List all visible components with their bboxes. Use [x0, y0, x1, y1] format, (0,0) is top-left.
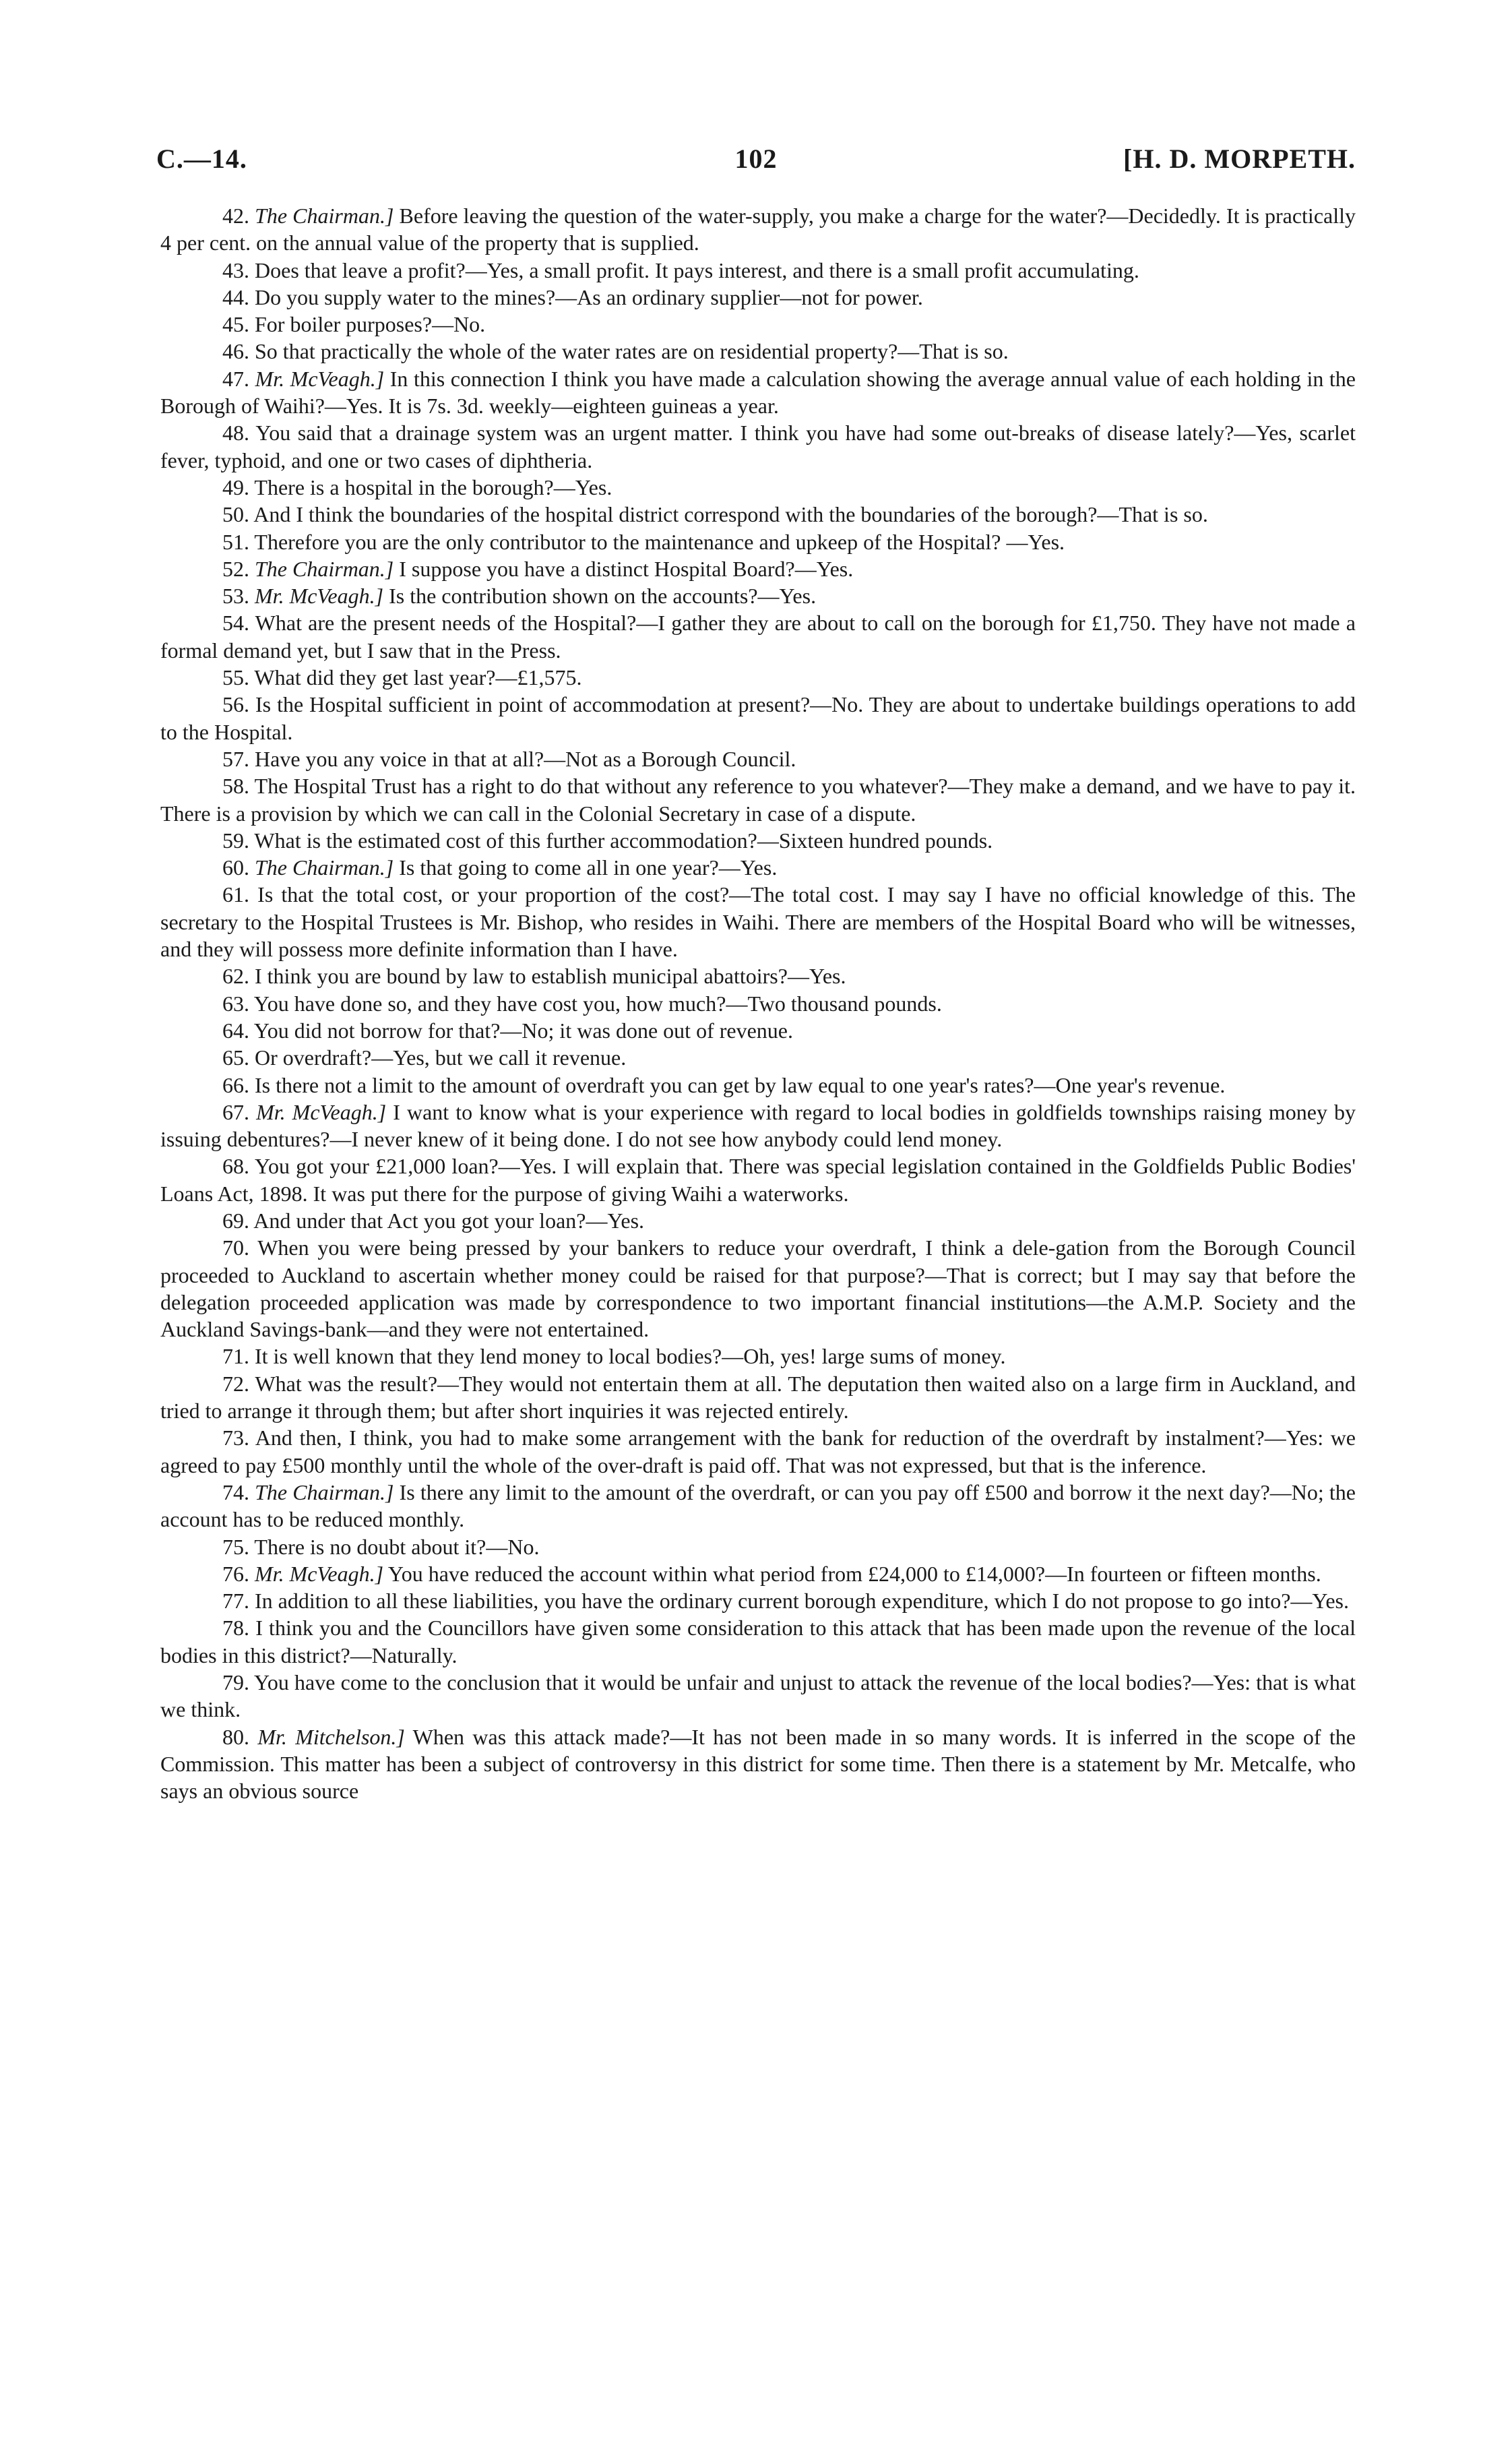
question-answer-text: Is there any limit to the amount of the overdraft, or can you pay off £500 and borrow it the next day?—No; the account has to be reduced monthly.	[160, 1479, 1356, 1532]
testimony-paragraph	[160, 1099, 1356, 1153]
testimony-paragraph	[160, 1072, 1356, 1099]
question-number: 50.	[222, 502, 249, 527]
question-answer-text: The Hospital Trust has a right to do that without any reference to you whatever?—They make a demand, and we have to pay it. There is a provision by which we can call in the Colonial Secretary in case of a dispute.	[160, 774, 1356, 826]
question-number: 62.	[222, 964, 249, 989]
question-number: 52.	[222, 556, 249, 581]
witness-name: [H. D. MORPETH.	[1123, 144, 1356, 174]
question-number: 63.	[222, 991, 249, 1016]
question-number: 60.	[222, 855, 249, 880]
question-number: 47.	[222, 366, 249, 391]
question-number: 54.	[222, 611, 249, 636]
testimony-paragraph	[160, 1153, 1356, 1207]
testimony-paragraph	[160, 745, 1356, 772]
question-answer-text: It is well known that they lend money to local bodies?—Oh, yes! large sums of money.	[255, 1344, 1006, 1369]
question-number: 76.	[222, 1561, 249, 1586]
testimony-paragraph	[160, 474, 1356, 501]
question-number: 44.	[222, 284, 249, 309]
question-answer-text: Have you any voice in that at all?—Not as a Borough Council.	[255, 746, 796, 771]
question-answer-text: When you were being pressed by your bankers to reduce your overdraft, I think a dele-gation from the Borough Council proceeded to Auckland to ascertain whether money could be raised for that purpose?—That is correct; but I may say that before the delegation proceeded application was made by correspondence to two important financial institutions—the A.M.P. Society and the Auckland Savings-bank—and they were not entertained.	[160, 1235, 1356, 1342]
question-number: 58.	[222, 774, 249, 799]
question-answer-text: And I think the boundaries of the hospital district correspond with the boundaries of the borough?—That is so.	[253, 502, 1208, 527]
question-number: 56.	[222, 692, 249, 717]
testimony-paragraph	[160, 772, 1356, 827]
question-number: 65.	[222, 1045, 249, 1070]
question-number: 68.	[222, 1154, 249, 1179]
question-answer-text: And then, I think, you had to make some arrangement with the bank for reduction of the overdraft by instalment?—Yes: we agreed to pay £500 monthly until the whole of the over-draft is paid off. That was not expressed, but that is the inference.	[160, 1426, 1356, 1477]
question-number: 75.	[222, 1534, 249, 1559]
question-number: 78.	[222, 1616, 249, 1641]
testimony-paragraph	[160, 1044, 1356, 1071]
speaker-name: Mr. McVeagh.]	[256, 1099, 387, 1124]
testimony-paragraph	[160, 501, 1356, 528]
question-answer-text: Does that leave a profit?—Yes, a small profit. It pays interest, and there is a small profit accumulating.	[255, 257, 1139, 282]
testimony-paragraph	[160, 827, 1356, 854]
question-answer-text: What did they get last year?—£1,575.	[254, 665, 582, 690]
testimony-paragraph	[160, 582, 1356, 609]
question-answer-text: For boiler purposes?—No.	[255, 312, 486, 337]
testimony-paragraph	[160, 1343, 1356, 1370]
testimony-paragraph	[160, 1234, 1356, 1343]
question-number: 59.	[222, 828, 249, 853]
testimony-paragraph	[160, 284, 1356, 311]
question-number: 69.	[222, 1208, 249, 1233]
question-answer-text: You have reduced the account within what period from £24,000 to £14,000?—In fourteen or fifteen months.	[383, 1561, 1321, 1586]
question-number: 74.	[222, 1479, 249, 1504]
question-answer-text: Is the Hospital sufficient in point of accommodation at present?—No. They are about to undertake buildings operations to add to the Hospital.	[160, 692, 1356, 744]
question-number: 70.	[222, 1235, 249, 1260]
question-number: 46.	[222, 339, 249, 364]
speaker-name: Mr. McVeagh.]	[255, 1561, 384, 1586]
question-number: 64.	[222, 1018, 249, 1043]
testimony-paragraph	[160, 881, 1356, 962]
question-answer-text: What was the result?—They would not entertain them at all. The deputation then waited also on a large firm in Auckland, and tried to arrange it through them; but after short inquiries it was rejected entirely.	[160, 1371, 1356, 1423]
question-answer-text: I suppose you have a distinct Hospital Board?—Yes.	[393, 556, 854, 581]
speaker-name: Mr. McVeagh.]	[255, 366, 385, 391]
testimony-paragraph	[160, 1370, 1356, 1425]
testimony-paragraph	[160, 257, 1356, 284]
testimony-paragraph	[160, 1533, 1356, 1560]
question-answer-text: You have come to the conclusion that it would be unfair and unjust to attack the revenue of the local bodies?—Yes: that is what we think.	[160, 1670, 1356, 1722]
question-answer-text: You did not borrow for that?—No; it was done out of revenue.	[253, 1018, 793, 1043]
question-number: 61.	[222, 882, 249, 907]
testimony-paragraph	[160, 1614, 1356, 1669]
question-answer-text: When was this attack made?—It has not been made in so many words. It is inferred in the scope of the Commission. This matter has been a subject of controversy in this district for some time. Then there is a statement by Mr. Metcalfe, who says an obvious source	[160, 1724, 1356, 1804]
testimony-paragraph	[160, 1207, 1356, 1234]
testimony-paragraph	[160, 664, 1356, 691]
question-number: 66.	[222, 1072, 249, 1097]
question-answer-text: In addition to all these liabilities, you have the ordinary current borough expenditure, which I do not propose to go into?—Yes.	[255, 1589, 1349, 1614]
question-answer-text: You got your £21,000 loan?—Yes. I will explain that. There was special legislation contained in the Goldfields Public Bodies' Loans Act, 1898. It was put there for the purpose of giving Waihi a waterworks.	[160, 1154, 1356, 1206]
testimony-paragraph	[160, 1587, 1356, 1614]
question-number: 51.	[222, 529, 249, 554]
testimony-body	[160, 202, 1356, 1805]
testimony-paragraph	[160, 202, 1356, 257]
question-number: 71.	[222, 1344, 249, 1369]
question-number: 42.	[222, 204, 249, 228]
page-number: 102	[734, 144, 778, 174]
speaker-name: Mr. McVeagh.]	[255, 584, 384, 609]
question-answer-text: What are the present needs of the Hospital?—I gather they are about to call on the borough for £1,750. They have not made a formal demand yet, but I saw that in the Press.	[160, 611, 1356, 663]
speaker-name: The Chairman.]	[255, 204, 394, 228]
testimony-paragraph	[160, 1723, 1356, 1805]
question-number: 49.	[222, 474, 249, 499]
question-answer-text: There is a hospital in the borough?—Yes.	[254, 474, 612, 499]
testimony-paragraph	[160, 311, 1356, 338]
question-number: 79.	[222, 1670, 249, 1695]
question-answer-text: And under that Act you got your loan?—Yes.	[253, 1208, 645, 1233]
question-number: 77.	[222, 1589, 249, 1614]
speaker-name: The Chairman.]	[255, 855, 394, 880]
question-answer-text: Is the contribution shown on the accounts?—Yes.	[383, 584, 817, 609]
question-answer-text: I want to know what is your experience with regard to local bodies in goldfields townships raising money by issuing debentures?—I never knew of it being done. I do not see how anybody could lend money.	[160, 1099, 1356, 1152]
question-answer-text: Is that the total cost, or your proportion of the cost?—The total cost. I may say I have no official knowledge of this. The secretary to the Hospital Trustees is Mr. Bishop, who resides in Waihi. There are members of the Hospital Board who will be witnesses, and they will possess more definite information than I have.	[160, 882, 1356, 962]
testimony-paragraph	[160, 338, 1356, 365]
testimony-paragraph	[160, 528, 1356, 555]
speaker-name: The Chairman.]	[255, 1479, 394, 1504]
testimony-paragraph	[160, 691, 1356, 745]
question-number: 72.	[222, 1371, 249, 1396]
testimony-paragraph	[160, 365, 1356, 420]
question-answer-text: Therefore you are the only contributor to the maintenance and upkeep of the Hospital? —Yes.	[254, 529, 1065, 554]
question-answer-text: There is no doubt about it?—No.	[254, 1534, 540, 1559]
question-number: 73.	[222, 1426, 249, 1450]
question-answer-text: You have done so, and they have cost you, how much?—Two thousand pounds.	[253, 991, 942, 1016]
testimony-paragraph	[160, 1669, 1356, 1723]
testimony-paragraph	[160, 609, 1356, 664]
question-answer-text: So that practically the whole of the water rates are on residential property?—That is so.	[255, 339, 1009, 364]
testimony-paragraph	[160, 419, 1356, 474]
question-number: 80.	[222, 1724, 249, 1749]
question-answer-text: What is the estimated cost of this further accommodation?—Sixteen hundred pounds.	[254, 828, 993, 853]
question-answer-text: I think you and the Councillors have given some consideration to this attack that has been made upon the revenue of the local bodies in this district?—Naturally.	[160, 1616, 1356, 1667]
testimony-paragraph	[160, 854, 1356, 881]
testimony-paragraph	[160, 555, 1356, 582]
question-answer-text: In this connection I think you have made a calculation showing the average annual value of each holding in the Borough of Waihi?—Yes. It is 7s. 3d. weekly—eighteen guineas a year.	[160, 366, 1356, 419]
question-number: 53.	[222, 584, 249, 609]
question-number: 45.	[222, 312, 249, 337]
testimony-paragraph	[160, 962, 1356, 989]
question-number: 57.	[222, 746, 249, 771]
report-code: C.—14.	[156, 144, 247, 174]
speaker-name: Mr. Mitchelson.]	[257, 1724, 405, 1749]
testimony-paragraph	[160, 1424, 1356, 1479]
question-number: 67.	[222, 1099, 249, 1124]
question-number: 55.	[222, 665, 249, 690]
testimony-paragraph	[160, 1017, 1356, 1044]
testimony-paragraph	[160, 990, 1356, 1017]
testimony-paragraph	[160, 1479, 1356, 1533]
question-answer-text: Or overdraft?—Yes, but we call it revenue.	[255, 1045, 627, 1070]
testimony-paragraph	[160, 1560, 1356, 1587]
question-answer-text: Before leaving the question of the water-supply, you make a charge for the water?—Decidedly. It is practically 4 per cent. on the annual value of the property that is supplied.	[160, 204, 1356, 255]
speaker-name: The Chairman.]	[255, 556, 394, 581]
question-answer-text: Is there not a limit to the amount of overdraft you can get by law equal to one year's rates?—One year's revenue.	[255, 1072, 1226, 1097]
question-answer-text: Is that going to come all in one year?—Yes.	[393, 855, 778, 880]
question-answer-text: Do you supply water to the mines?—As an ordinary supplier—not for power.	[255, 284, 923, 309]
page-header	[156, 143, 1356, 183]
question-number: 43.	[222, 257, 249, 282]
question-answer-text: You said that a drainage system was an urgent matter. I think you have had some out-breaks of disease lately?—Yes, scarlet fever, typhoid, and one or two cases of diphtheria.	[160, 421, 1356, 472]
question-answer-text: I think you are bound by law to establish municipal abattoirs?—Yes.	[255, 964, 846, 989]
question-number: 48.	[222, 421, 249, 446]
